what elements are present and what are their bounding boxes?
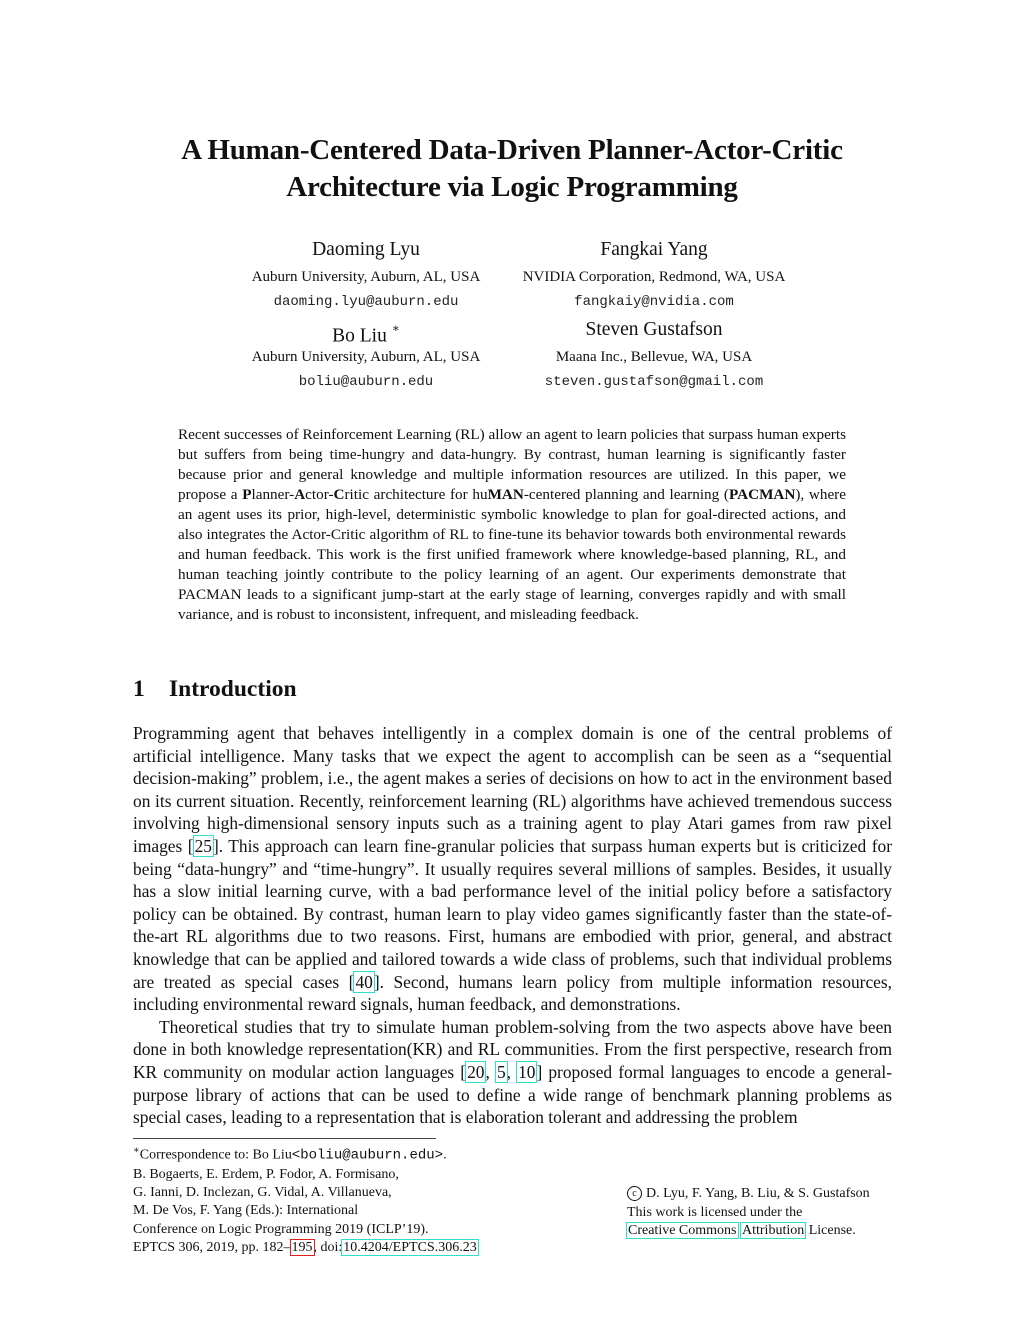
- section-number: 1: [133, 676, 145, 702]
- footnote-mark: ∗: [133, 1145, 140, 1156]
- corresponding-mark: ∗: [391, 321, 400, 335]
- license-line: [627, 1222, 927, 1241]
- proceedings-line: B. Bogaerts, E. Erdem, P. Fodor, A. Formisano,: [133, 1167, 399, 1182]
- attribution-link[interactable]: Attribution: [742, 1223, 805, 1239]
- abstract-text: ), where an agent uses its prior, high-level, deterministic symbolic knowledge to plan for goal-directed actions, and also integrates the Actor-Critic algorithm of RL to fine-tune its behavior towards both environmental rewards and human feedback. This work is the first unified framework where knowledge-based planning, RL, and human teaching jointly contribute to the policy learning of an agent. Our experiments demonstrate that PACMAN leads to a significant jump-start at the early stage of learning, converges rapidly and with small variance, and is robust to inconsistent, infrequent, and misleading feedback.: [178, 486, 846, 623]
- section-heading: [133, 674, 297, 704]
- proceedings-text: , doi:: [313, 1239, 343, 1255]
- author-email: boliu@auburn.edu: [298, 374, 434, 390]
- introduction-body: [133, 722, 892, 1129]
- title-line-2: Architecture via Logic Programming: [286, 171, 738, 203]
- paragraph-text: ,: [506, 1061, 518, 1082]
- author-name: Bo Liu: [332, 325, 387, 347]
- abstract-bold: P: [242, 486, 252, 503]
- citation-link[interactable]: 5: [496, 1061, 506, 1082]
- abstract-text: Recent successes of Reinforcement Learning (RL) allow an agent to learn policies that surpass human experts but suffers from being time-hungry and data-hungry. By contrast, human learning is significantly faster because prior and general knowledge and multiple information resources are utilized. In this paper, we propose a: [178, 426, 846, 503]
- proceedings-line: [133, 1239, 553, 1257]
- paragraph-text: ]. Second, humans learn policy from multiple information resources, including environmental reward signals, human feedback, and demonstrations.: [133, 971, 892, 1015]
- abstract-text: ritic architecture for hu: [344, 486, 488, 503]
- proceedings-line: M. De Vos, F. Yang (Eds.): International: [133, 1203, 359, 1219]
- author-email: steven.gustafson@gmail.com: [544, 374, 764, 390]
- proceedings-line: Conference on Logic Programming 2019 (ICLP’19).: [133, 1221, 429, 1237]
- footnote-text: Correspondence to: Bo Liu: [139, 1147, 292, 1163]
- citation-link[interactable]: 25: [194, 835, 212, 856]
- license-text: License.: [805, 1223, 856, 1239]
- license-info: [627, 1185, 927, 1241]
- section-title: Introduction: [169, 676, 297, 702]
- abstract-bold: PACMAN: [728, 486, 796, 503]
- citation-link[interactable]: 10: [518, 1061, 536, 1082]
- author-email: fangkaiy@nvidia.com: [574, 294, 734, 310]
- paragraph-text: ]. This approach can learn fine-granular policies that surpass human experts but is criticized for being “data-hungry” and “time-hungry”. It usually requires several millions of samples. Besides, it usually has a slow initial learning curve, with a bad performance level of the initial policy before a satisfactory policy can be obtained. By contrast, human learn to play video games significantly faster than the state-of-the-art RL algorithms due to two reasons. First, humans are embodied with prior, general, and abstract knowledge that can be applied and tailored towards a wide class of problems, such that individual problems are treated as special cases [: [133, 835, 892, 992]
- title-line-1: A Human-Centered Data-Driven Planner-Actor-Critic: [181, 134, 843, 166]
- abstract-text: lanner-: [251, 486, 295, 503]
- proceedings-info: [133, 1166, 553, 1257]
- paragraph-text: ,: [485, 1061, 496, 1082]
- author-affiliation: Maana Inc., Bellevue, WA, USA: [555, 349, 753, 365]
- author-name: Daoming Lyu: [312, 239, 420, 260]
- paper-title: [0, 132, 1024, 206]
- paragraph-text: Theoretical studies that try to simulate human problem-solving from the two aspects above have been done in both knowledge representation(KR) and RL communities. From the first perspective, research from KR community on modular action languages [: [133, 1016, 892, 1082]
- abstract-bold: C: [333, 486, 345, 503]
- author-affiliation: NVIDIA Corporation, Redmond, WA, USA: [522, 269, 786, 285]
- citation-link[interactable]: 40: [355, 971, 373, 992]
- abstract-bold: MAN: [487, 486, 524, 503]
- creative-commons-link[interactable]: Creative Commons: [628, 1223, 737, 1239]
- footnote-rule: [133, 1138, 436, 1139]
- abstract-text: -centered planning and learning (: [523, 486, 729, 503]
- author-name: Steven Gustafson: [585, 319, 723, 340]
- doi-link[interactable]: 10.4204/EPTCS.306.23: [343, 1239, 477, 1255]
- footnote: [133, 1142, 447, 1165]
- author-name: Fangkai Yang: [600, 239, 708, 260]
- paragraph-text: ] proposed formal languages to encode a general-purpose library of actions that can be used to define a wide range of benchmark planning problems as special cases, leading to a representation that is elaboration tolerant and addressing the problem: [133, 1061, 893, 1128]
- citation-link[interactable]: 20: [467, 1061, 485, 1082]
- author-block-gustafson: [474, 318, 834, 391]
- abstract: [178, 425, 846, 625]
- author-affiliation: Auburn University, Auburn, AL, USA: [251, 269, 481, 285]
- author-email: daoming.lyu@auburn.edu: [273, 294, 459, 310]
- abstract-bold: A: [294, 486, 306, 503]
- paragraph-text: Programming agent that behaves intelligently in a complex domain is one of the central problems of artificial intelligence. Many tasks that we expect the agent to accomplish can be seen as a “sequential decision-making” problem, i.e., the agent makes a series of decisions on how to act in the environment based on its current situation. Recently, reinforcement learning (RL) algorithms have achieved tremendous success involving high-dimensional sensory inputs such as a training agent to play Atari games from raw pixel images [: [133, 723, 892, 856]
- footnote-email: <boliu@auburn.edu>: [291, 1147, 444, 1164]
- abstract-text: ctor-: [305, 486, 334, 503]
- paragraph-2: [133, 1016, 892, 1129]
- page-link[interactable]: 195: [291, 1239, 313, 1255]
- copyright-icon: c: [627, 1186, 642, 1201]
- proceedings-line: G. Ianni, D. Inclezan, G. Vidal, A. Villanueva,: [133, 1185, 392, 1201]
- author-block-yang: [474, 238, 834, 311]
- author-affiliation: Auburn University, Auburn, AL, USA: [251, 349, 481, 365]
- proceedings-text: EPTCS 306, 2019, pp. 182–: [133, 1239, 291, 1255]
- license-line: This work is licensed under the: [627, 1204, 803, 1220]
- footnote-text: .: [443, 1147, 447, 1163]
- copyright-line: [627, 1185, 927, 1204]
- copyright-holders: D. Lyu, F. Yang, B. Liu, & S. Gustafson: [646, 1186, 870, 1201]
- paragraph-1: [133, 722, 892, 1016]
